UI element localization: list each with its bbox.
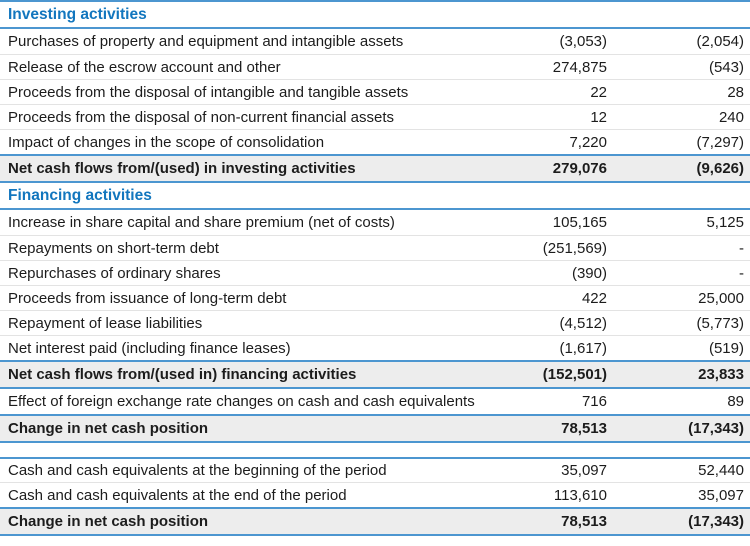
value-col2: (543) xyxy=(708,58,744,76)
table-row xyxy=(0,29,750,54)
value-col2: (7,297) xyxy=(696,133,744,151)
value-col2: 52,440 xyxy=(698,462,744,479)
section-header-investing xyxy=(0,2,750,29)
value-col2: 240 xyxy=(718,108,744,126)
table-row xyxy=(0,129,750,154)
value-col2: 89 xyxy=(727,393,744,410)
row-label: Net interest paid (including finance leases) xyxy=(8,339,291,357)
table-row xyxy=(0,235,750,260)
row-label: Proceeds from the disposal of non-current financial assets xyxy=(8,108,395,126)
row-label: Proceeds from issuance of long-term debt xyxy=(8,289,287,307)
row-label: Impact of changes in the scope of consolidation xyxy=(8,133,325,151)
row-label: Effect of foreign exchange rate changes on cash and cash equivalents xyxy=(8,393,475,410)
table-row xyxy=(0,389,750,414)
section-title: Financing activities xyxy=(8,186,152,204)
table-row xyxy=(0,210,750,235)
value-col2: 35,097 xyxy=(698,486,744,504)
value-col1: (251,569) xyxy=(542,239,607,257)
total-row-investing xyxy=(0,154,750,183)
total-row-financing xyxy=(0,360,750,389)
row-label: Release of the escrow account and other xyxy=(8,58,281,76)
table-row xyxy=(0,79,750,104)
value-col1: 274,875 xyxy=(552,58,607,76)
table-row xyxy=(0,285,750,310)
value-col1: 105,165 xyxy=(552,214,607,231)
section-header-financing xyxy=(0,183,750,210)
value-col1: (4,512) xyxy=(559,314,607,332)
value-col1: 78,513 xyxy=(561,420,607,437)
section-gap xyxy=(0,443,750,457)
row-label: Cash and cash equivalents at the beginning of the period xyxy=(8,462,387,479)
value-col1: 78,513 xyxy=(561,513,607,530)
value-col2: (17,343) xyxy=(688,420,744,437)
value-col1: (152,501) xyxy=(542,366,607,383)
value-col2: 28 xyxy=(727,83,744,101)
value-col2: - xyxy=(739,239,744,257)
row-label: Proceeds from the disposal of intangible and tangible assets xyxy=(8,83,409,101)
row-label: Purchases of property and equipment and intangible assets xyxy=(8,33,404,50)
value-col1: 113,610 xyxy=(553,486,607,504)
value-col1: (390) xyxy=(571,264,607,282)
section-title: Investing activities xyxy=(8,5,147,23)
value-col2: 5,125 xyxy=(706,214,744,231)
value-col2: (17,343) xyxy=(688,513,744,530)
table-row xyxy=(0,310,750,335)
row-label: Net cash flows from/(used in) financing activities xyxy=(8,366,357,383)
row-label: Net cash flows from/(used) in investing activities xyxy=(8,160,356,177)
row-label: Repurchases of ordinary shares xyxy=(8,264,221,282)
total-row-change-in-net-cash xyxy=(0,414,750,443)
table-row xyxy=(0,104,750,129)
value-col2: 23,833 xyxy=(698,366,744,383)
value-col1: 422 xyxy=(581,289,607,307)
row-label: Repayments on short-term debt xyxy=(8,239,219,257)
value-col2: (9,626) xyxy=(696,160,744,177)
row-label: Repayment of lease liabilities xyxy=(8,314,203,332)
table-row xyxy=(0,260,750,285)
row-label: Increase in share capital and share premium (net of costs) xyxy=(8,214,395,231)
total-row-change-in-net-cash-final xyxy=(0,507,750,536)
row-label: Cash and cash equivalents at the end of the period xyxy=(8,486,347,504)
value-col1: 12 xyxy=(590,108,607,126)
value-col2: (519) xyxy=(708,339,744,357)
value-col2: (5,773) xyxy=(696,314,744,332)
value-col1: (3,053) xyxy=(559,33,607,50)
table-row xyxy=(0,482,750,507)
table-row xyxy=(0,457,750,482)
value-col2: - xyxy=(739,264,744,282)
row-label: Change in net cash position xyxy=(8,420,209,437)
value-col1: 22 xyxy=(590,83,607,101)
value-col1: 716 xyxy=(581,393,607,410)
table-row xyxy=(0,335,750,360)
table-row xyxy=(0,54,750,79)
value-col1: 279,076 xyxy=(552,160,607,177)
value-col2: (2,054) xyxy=(696,33,744,50)
value-col1: 35,097 xyxy=(561,462,607,479)
value-col2: 25,000 xyxy=(698,289,744,307)
value-col1: (1,617) xyxy=(559,339,607,357)
row-label: Change in net cash position xyxy=(8,513,209,530)
value-col1: 7,220 xyxy=(569,133,607,151)
